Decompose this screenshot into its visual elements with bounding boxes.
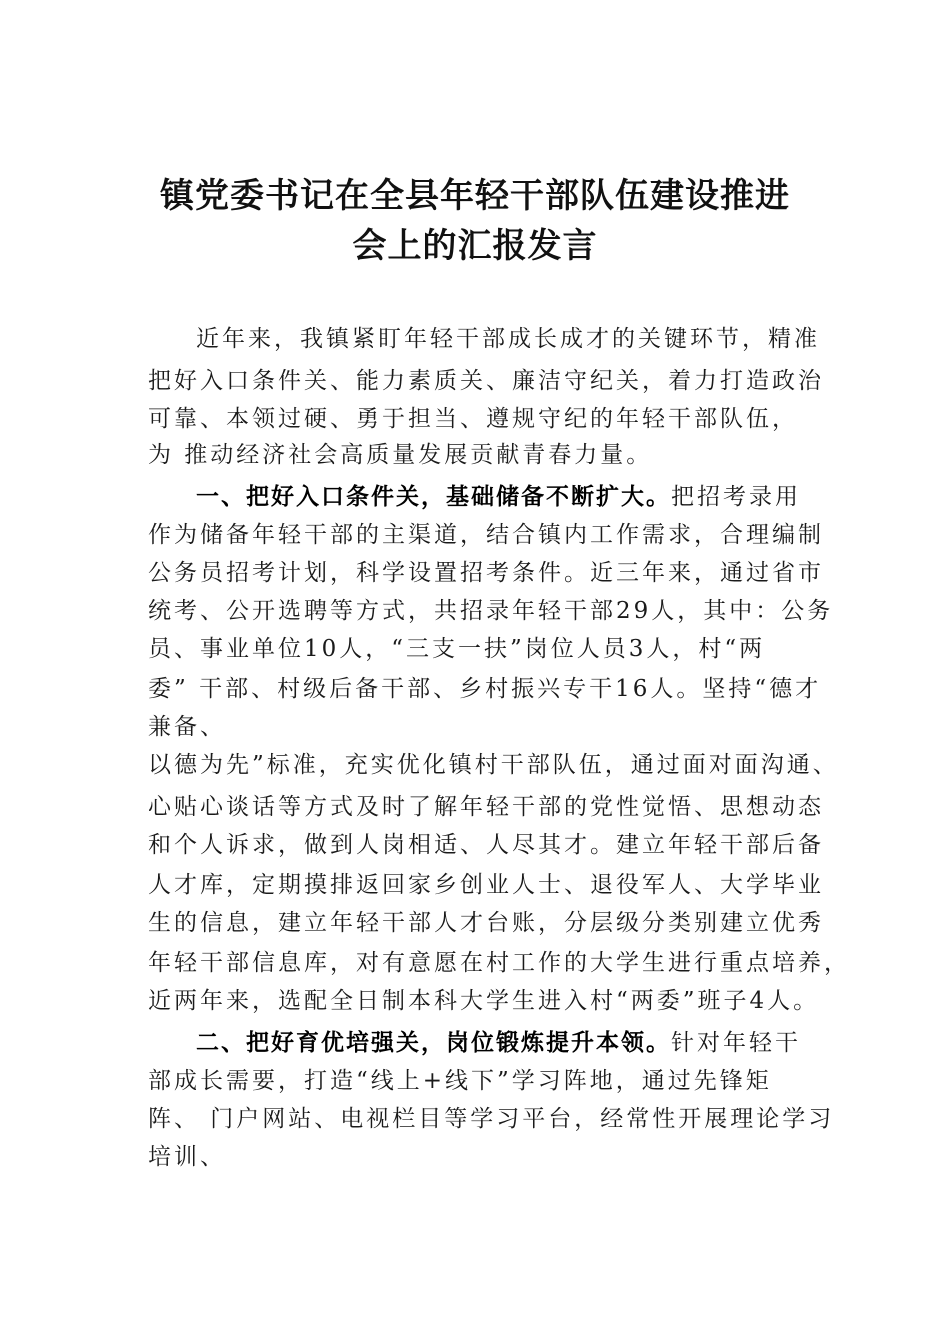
section-1-line: 作为储备年轻干部的主渠道，结合镇内工作需求，合理编制 <box>148 522 824 548</box>
section-1-line: 生的信息，建立年轻干部人才台账，分层级分类别建立优秀 <box>148 910 824 936</box>
section-2-first-line-text: 针对年轻干 <box>671 1030 801 1056</box>
section-1-line: 以德为先”标准，充实优化镇村干部队伍，通过面对面沟通、 <box>148 752 839 778</box>
intro-line: 近年来，我镇紧盯年轻干部成长成才的关键环节，精准 <box>196 326 820 352</box>
section-1-line: 年轻干部信息库，对有意愿在村工作的大学生进行重点培养， <box>148 950 850 976</box>
section-1-first-line <box>196 482 801 512</box>
section-1-line: 和个人诉求，做到人岗相适、人尽其才。建立年轻干部后备 <box>148 832 824 858</box>
section-2-line: 阵、 门户网站、电视栏目等学习平台，经常性开展理论学习 <box>148 1106 835 1132</box>
section-2-heading: 二、把好育优培强关，岗位锻炼提升本领。 <box>196 1030 671 1056</box>
section-1-line: 人才库，定期摸排返回家乡创业人士、退役军人、大学毕业 <box>148 872 824 898</box>
intro-line: 为 推动经济社会高质量发展贡献青春力量。 <box>148 442 653 468</box>
section-2-first-line <box>196 1028 801 1058</box>
document-title-line-2: 会上的汇报发言 <box>352 226 598 266</box>
intro-line: 可靠、本领过硬、勇于担当、遵规守纪的年轻干部队伍， <box>148 406 798 432</box>
section-1-first-line-text: 把招考录用 <box>671 484 801 510</box>
section-1-line: 员、事业单位10人，“三支一扶”岗位人员3人，村“两 <box>148 636 766 662</box>
section-1-line: 统考、公开选聘等方式，共招录年轻干部29人，其中：公务 <box>148 598 834 624</box>
section-1-line: 公务员招考计划，科学设置招考条件。近三年来，通过省市 <box>148 560 824 586</box>
intro-line: 把好入口条件关、能力素质关、廉洁守纪关，着力打造政治 <box>148 368 824 394</box>
section-2-line: 部成长需要，打造“线上+线下”学习阵地，通过先锋矩 <box>148 1068 772 1094</box>
section-2-line: 培训、 <box>148 1144 226 1170</box>
section-1-line: 近两年来，选配全日制本科大学生进入村“两委”班子4人。 <box>148 988 820 1014</box>
section-1-line: 委” 干部、村级后备干部、乡村振兴专干16人。坚持“德才 <box>148 676 822 702</box>
document-title-line-1: 镇党委书记在全县年轻干部队伍建设推进 <box>160 176 790 216</box>
section-1-heading: 一、把好入口条件关，基础储备不断扩大。 <box>196 484 671 510</box>
section-1-line: 心贴心谈话等方式及时了解年轻干部的党性觉悟、思想动态 <box>148 794 824 820</box>
section-1-line: 兼备、 <box>148 714 226 740</box>
